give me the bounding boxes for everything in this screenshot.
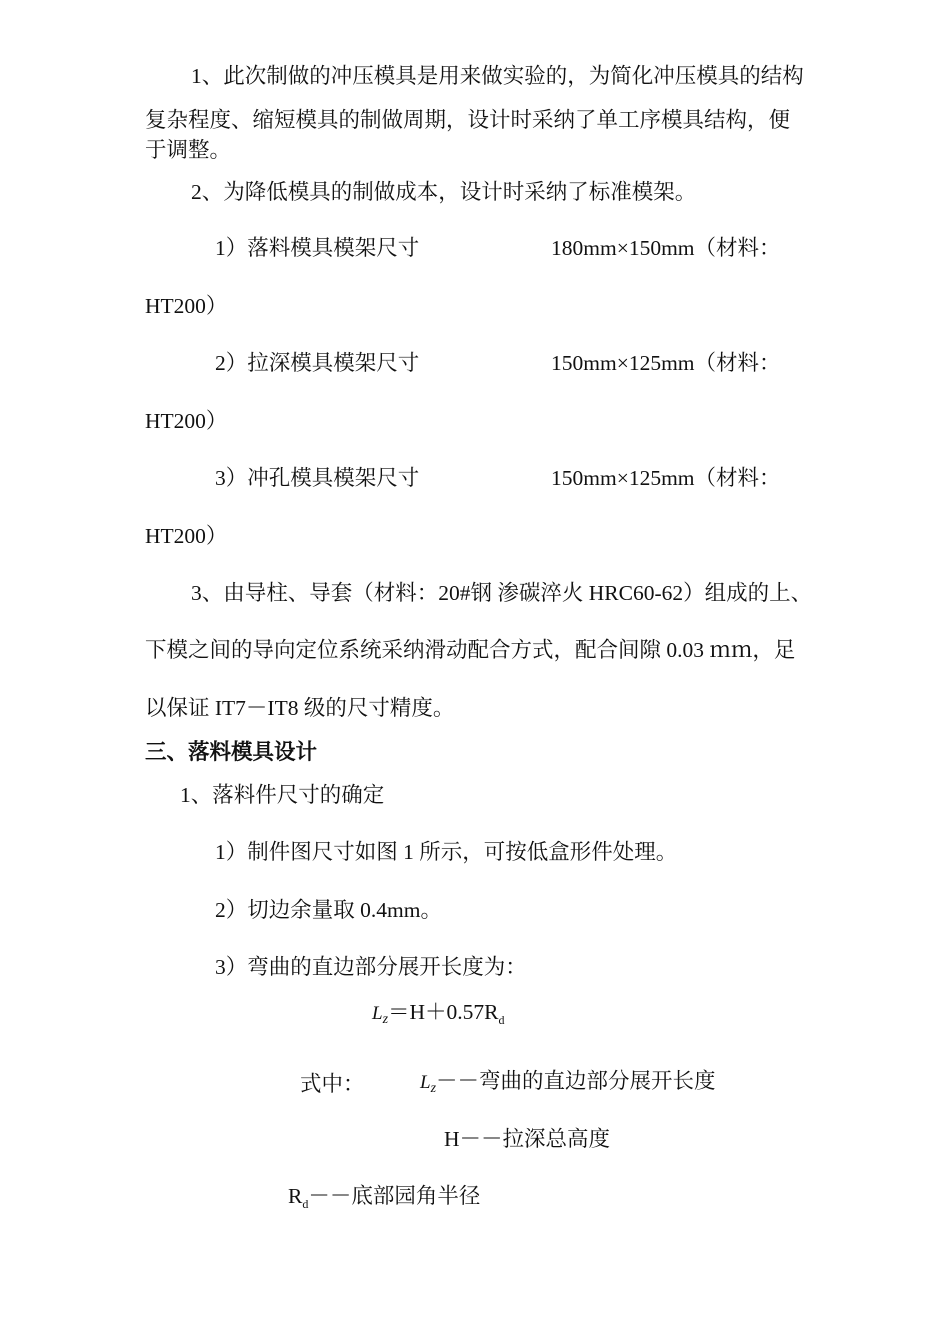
para1-line3: 于调整。 bbox=[145, 138, 232, 162]
item-2: 2）切边余量取 0.4mm。 bbox=[215, 898, 442, 922]
para1-line1: 1、此次制做的冲压模具是用来做实验的，为简化冲压模具的结构 bbox=[191, 64, 804, 88]
mold-frame-3-material: HT200） bbox=[145, 524, 228, 548]
legend-lz-sub: z bbox=[430, 1081, 437, 1096]
para3-line2: 下模之间的导向定位系统采纳滑动配合方式，配合间隙 0.03 ｍｍ，足 bbox=[145, 638, 796, 662]
section-title: 三、落料模具设计 bbox=[145, 740, 318, 764]
legend-intro: 式中： bbox=[300, 1072, 365, 1096]
mold-frame-3-size: 150mm×125mm（材料： bbox=[551, 466, 781, 490]
formula-symbol-sub: z bbox=[382, 1012, 389, 1027]
mold-frame-3-label: 3）冲孔模具模架尺寸 bbox=[215, 466, 420, 490]
formula-symbol-l: L bbox=[372, 1003, 383, 1024]
formula bbox=[372, 1000, 505, 1027]
legend-lz-symbol: L bbox=[420, 1072, 431, 1093]
mold-frame-1-size: 180mm×150mm（材料： bbox=[551, 236, 781, 260]
legend-lz bbox=[420, 1069, 716, 1096]
mold-frame-2-label: 2）拉深模具模架尺寸 bbox=[215, 351, 420, 375]
item-3: 3）弯曲的直边部分展开长度为： bbox=[215, 955, 527, 979]
legend-rd-sub: d bbox=[302, 1197, 309, 1211]
item-1: 1）制件图尺寸如图 1 所示，可按低盒形件处理。 bbox=[215, 840, 678, 864]
legend-rd-desc: －－底部园角半径 bbox=[308, 1184, 481, 1208]
legend-lz-desc: －－弯曲的直边部分展开长度 bbox=[436, 1069, 716, 1093]
mold-frame-2-size: 150mm×125mm（材料： bbox=[551, 351, 781, 375]
formula-rhs-sub: d bbox=[498, 1013, 505, 1027]
formula-rhs: ＝H＋0.57R bbox=[388, 1000, 499, 1024]
para2: 2、为降低模具的制做成本，设计时采纳了标准模架。 bbox=[191, 180, 697, 204]
para3-line3: 以保证 IT7－IT8 级的尺寸精度。 bbox=[145, 696, 455, 720]
mold-frame-2-material: HT200） bbox=[145, 409, 228, 433]
mold-frame-1-label: 1）落料模具模架尺寸 bbox=[215, 236, 420, 260]
para3-line1: 3、由导柱、导套（材料：20#钢 渗碳淬火 HRC60-62）组成的上、 bbox=[191, 581, 813, 605]
para1-line2: 复杂程度、缩短模具的制做周期，设计时采纳了单工序模具结构，便 bbox=[145, 108, 791, 132]
legend-h: H－－拉深总高度 bbox=[444, 1127, 611, 1151]
legend-rd bbox=[288, 1184, 481, 1211]
legend-rd-main: R bbox=[288, 1184, 303, 1208]
mold-frame-1-material: HT200） bbox=[145, 294, 228, 318]
subsection-title: 1、落料件尺寸的确定 bbox=[180, 783, 385, 807]
